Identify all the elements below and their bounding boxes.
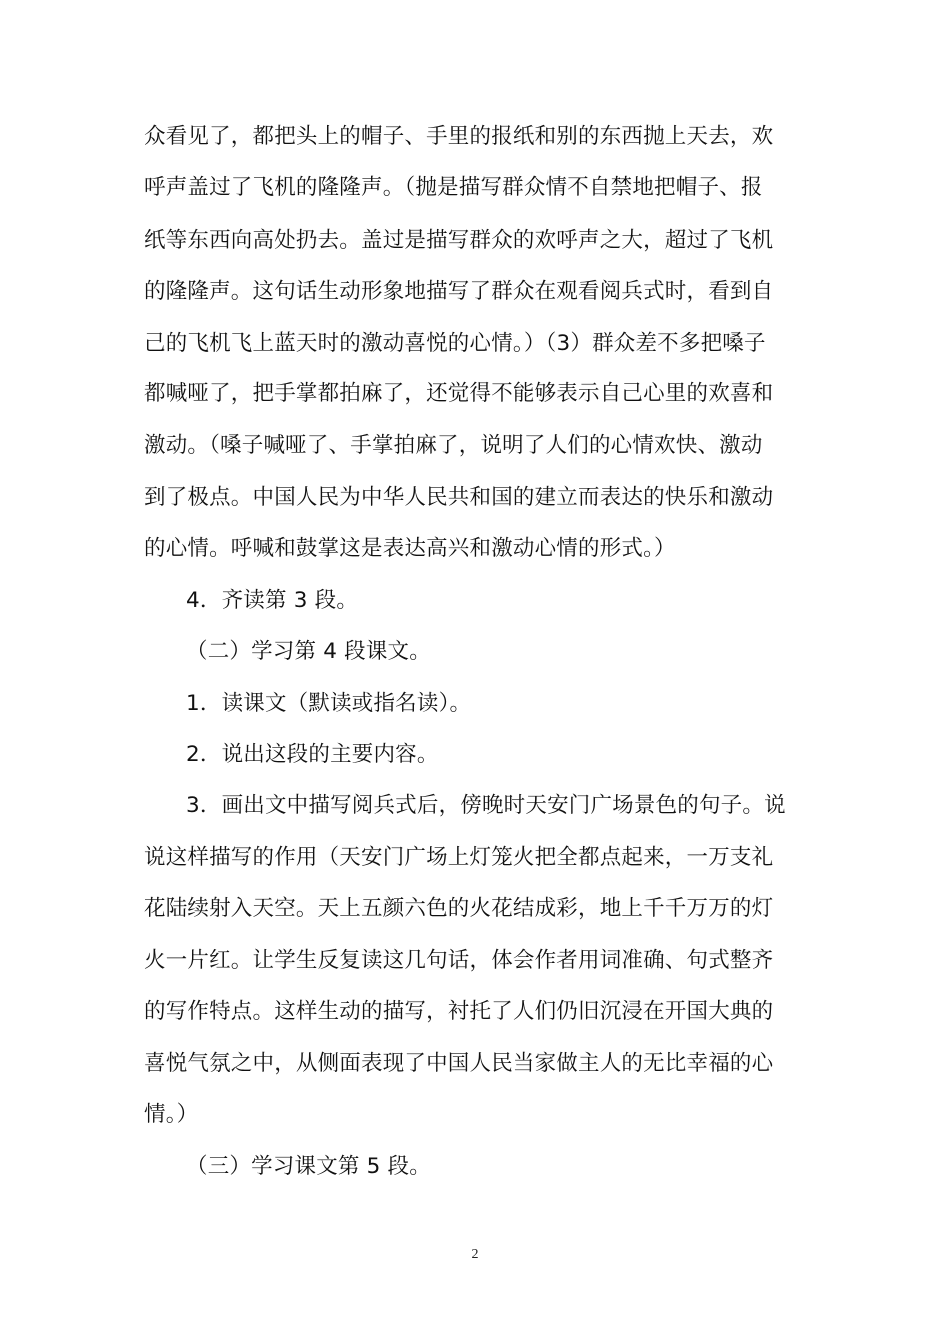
text-line: 激动。（嗓子喊哑了、手掌拍麻了，说明了人们的心情欢快、激动 bbox=[144, 433, 763, 458]
list-item: 1．读课文（默读或指名读）。 bbox=[186, 691, 472, 716]
text-line: 火一片红。让学生反复读这几句话，体会作者用词准确、句式整齐 bbox=[144, 948, 774, 973]
page-number: 2 bbox=[471, 1247, 479, 1262]
list-item: 4．齐读第 3 段。 bbox=[186, 588, 359, 613]
text-line: 到了极点。中国人民为中华人民共和国的建立而表达的快乐和激动 bbox=[144, 485, 774, 510]
text-line: 都喊哑了，把手掌都拍麻了，还觉得不能够表示自己心里的欢喜和 bbox=[144, 381, 774, 406]
text-line: 的心情。呼喊和鼓掌这是表达高兴和激动心情的形式。） bbox=[144, 536, 676, 561]
text-line: 花陆续射入天空。天上五颜六色的火花结成彩，地上千千万万的灯 bbox=[144, 896, 774, 921]
section-heading: （三）学习课文第 5 段。 bbox=[186, 1154, 431, 1179]
list-item: 2．说出这段的主要内容。 bbox=[186, 742, 439, 767]
text-line: 的隆隆声。这句话生动形象地描写了群众在观看阅兵式时，看到自 bbox=[144, 279, 774, 304]
text-line: 纸等东西向高处扔去。盖过是描写群众的欢呼声之大，超过了飞机 bbox=[144, 228, 774, 253]
text-line: 情。） bbox=[144, 1102, 199, 1127]
text-line: 呼声盖过了飞机的隆隆声。（抛是描写群众情不自禁地把帽子、报 bbox=[144, 175, 763, 200]
text-line: 喜悦气氛之中，从侧面表现了中国人民当家做主人的无比幸福的心 bbox=[144, 1051, 774, 1076]
list-item: 3．画出文中描写阅兵式后，傍晚时天安门广场景色的句子。说 bbox=[186, 793, 786, 818]
section-heading: （二）学习第 4 段课文。 bbox=[186, 639, 431, 664]
text-line: 的写作特点。这样生动的描写，衬托了人们仍旧沉浸在开国大典的 bbox=[144, 999, 774, 1024]
text-line: 说这样描写的作用（天安门广场上灯笼火把全都点起来，一万支礼 bbox=[144, 845, 774, 870]
text-line: 众看见了，都把头上的帽子、手里的报纸和别的东西抛上天去，欢 bbox=[144, 124, 774, 149]
text-line: 己的飞机飞上蓝天时的激动喜悦的心情。）（3）群众差不多把嗓子 bbox=[144, 331, 766, 356]
